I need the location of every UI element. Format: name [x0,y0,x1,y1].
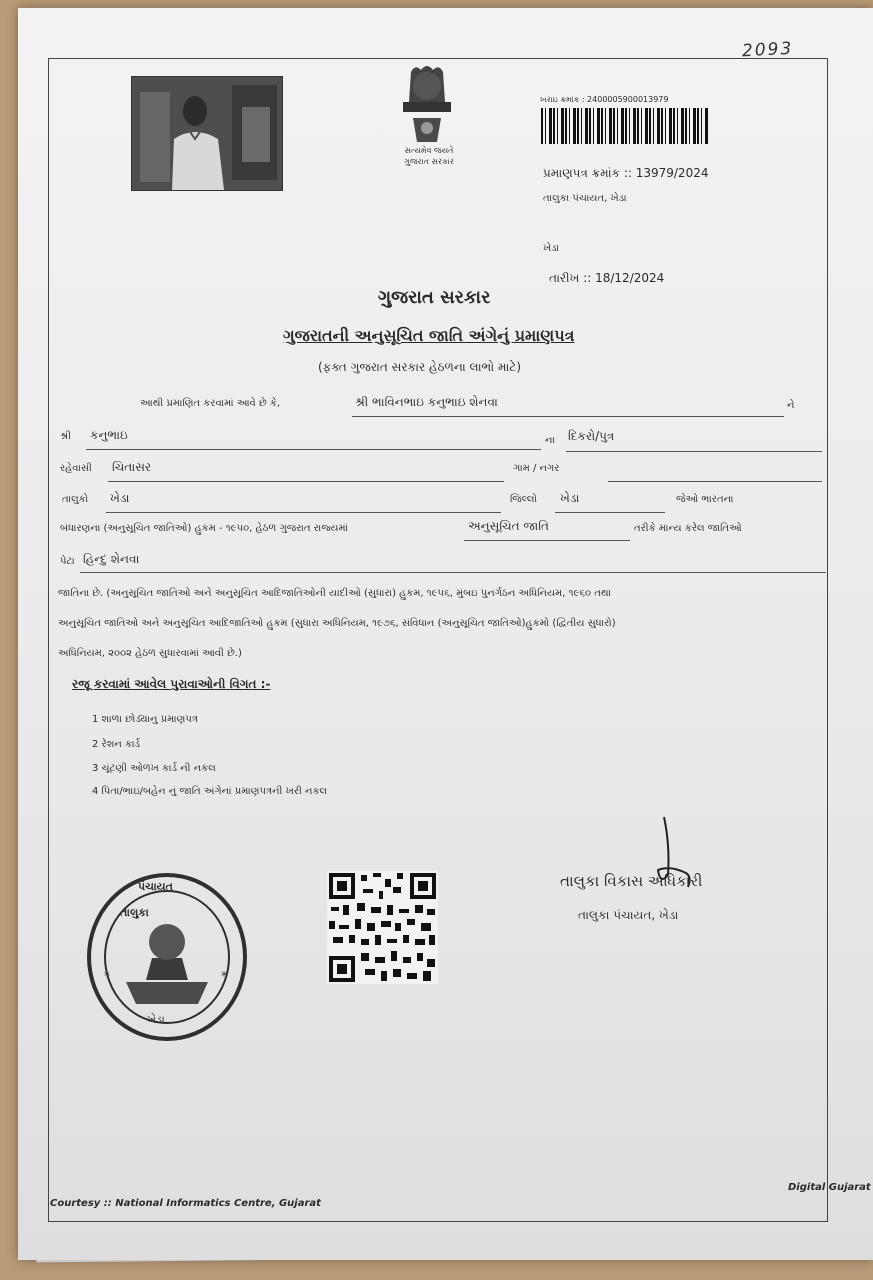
village: ચિતાસર [112,460,152,474]
digital-gujarat-footer: Digital Gujarat [788,1182,871,1193]
relation: દિકરો/પુત્ર [568,429,615,443]
na-label: ના [545,435,555,446]
father-name: કનુભાઇ [90,428,128,442]
legal-para-1: જાતિના છે. (અનુસૂચિત જાતિઓ અને અનુસૂચિત આદિજાતિઓની યાદીઓ (સુધારા) હુકમ, ૧૯૫૬, મુંબઇ પુનર્ગઠન અધિનિયમ, ૧૯૬૦ તથા [58,588,611,599]
caste-underline [80,572,826,573]
category: અનુસૂચિત જાતિ [468,519,549,533]
document-item: 3 ચૂંટણી ઓળખ કાર્ડ ની નકલ [92,763,216,774]
official-seal [86,872,248,1042]
district-value: ખેડા [560,491,580,505]
legal-para-3: અધિનિયમ, ૨૦૦૨ હેઠળ સુધારવામાં આવી છે.) [58,648,242,659]
taluka-value: ખેડા [110,491,130,505]
issue-place: ખેડા [543,243,560,254]
certificate-subtitle: (ફક્ત ગુજરાત સરકાર હેઠળના લાભો માટે) [318,360,522,374]
legal-para-2: અનુસૂચિત જાતિઓ અને અનુસૂચિત આદિજાતિઓ હુકમ (સુધારા અધિનિયમ, ૧૯૭૬, સંવિધાન (અનુસૂચિત જાતિઓ)હુકમો (દ્વિતીય સુધારો) [58,618,616,629]
recognized-text: તરીકે માન્ય કરેલ જાતિઓ [634,523,742,534]
state-emblem [391,62,463,146]
courtesy-footer: Courtesy :: National Informatics Centre, Gujarat [50,1198,321,1209]
certificate-border [48,58,828,1222]
signatory-office: તાલુકા પંચાયત, ખેડા [578,908,679,922]
seal-mid-text: તાલુકા [120,906,149,919]
district-underline [555,512,665,513]
to-suffix: ને [787,400,795,411]
svg-text:*: * [104,969,110,983]
category-underline [464,540,630,541]
barcode-label: ખરાઇ ક્રમાંક : 2400005900013979 [540,95,669,104]
emblem-caption-1: સત્યમેવ જયતે [404,146,454,155]
issuing-office: તાલુકા પંચાયત, ખેડા [543,193,627,204]
document-item: 1 શાળા છોડ્યાનુ પ્રમાણપત્ર [92,714,198,725]
svg-text:*: * [221,969,227,983]
government-heading: ગુજરાત સરકાર [378,287,491,308]
name-underline [352,416,784,417]
emblem-caption-2: ગુજરાત સરકાર [404,157,454,166]
village-underline [108,481,504,482]
document-item: 4 પિતા/ભાઇ/બહેન નું જાતિ અંગેનાં પ્રમાણપત્રની ખરી નકલ [92,786,328,797]
qr-code [327,871,438,984]
gam-underline [608,481,822,482]
certificate-number: પ્રમાણપત્ર ક્રમાંક :: 13979/2024 [543,166,709,180]
seal-top-text: પંચાયત [138,880,173,893]
district-label: જિલ્લો [510,494,537,505]
taluka-label: તાલુકો [62,494,89,505]
shri-label: શ્રી [60,431,72,442]
resident-label: રહેવાસી [60,463,92,474]
document-item: 2 રેશન કાર્ડ [92,739,141,750]
peta-label: પેટા [60,556,75,567]
handwritten-number: 2093 [741,38,794,62]
signatory-title: તાલુકા વિકાસ અધિકારી [560,872,703,890]
taluka-underline [106,512,501,513]
barcode [541,108,709,144]
constitution-text: બંધારણના (અનુસૂચિત જાતિઓ) હુકમ - ૧૯૫૦, હેઠળ ગુજરાત રાજ્યમાં [60,523,348,534]
jeo-bharat: જેઓ ભારતના [676,494,734,505]
certify-prefix: આથી પ્રમાણિત કરવામાં આવે છે કે, [140,398,281,409]
relation-underline [566,451,822,452]
caste: હિન્દુ શેનવા [83,552,140,566]
father-underline [86,449,541,450]
applicant-photo [131,76,283,191]
gam-label: ગામ / નગર [513,463,560,474]
seal-bottom-text: ખેડા [147,1013,165,1026]
applicant-name: શ્રી ભાવિનભાઇ કનુભાઇ શેનવા [355,395,498,409]
documents-heading: રજૂ કરવામાં આવેલ પુરાવાઓની વિગત :- [72,677,271,691]
issue-date: તારીખ :: 18/12/2024 [549,271,665,285]
certificate-title: ગુજરાતની અનુસૂચિત જાતિ અંગેનું પ્રમાણપત્ર [283,326,575,345]
